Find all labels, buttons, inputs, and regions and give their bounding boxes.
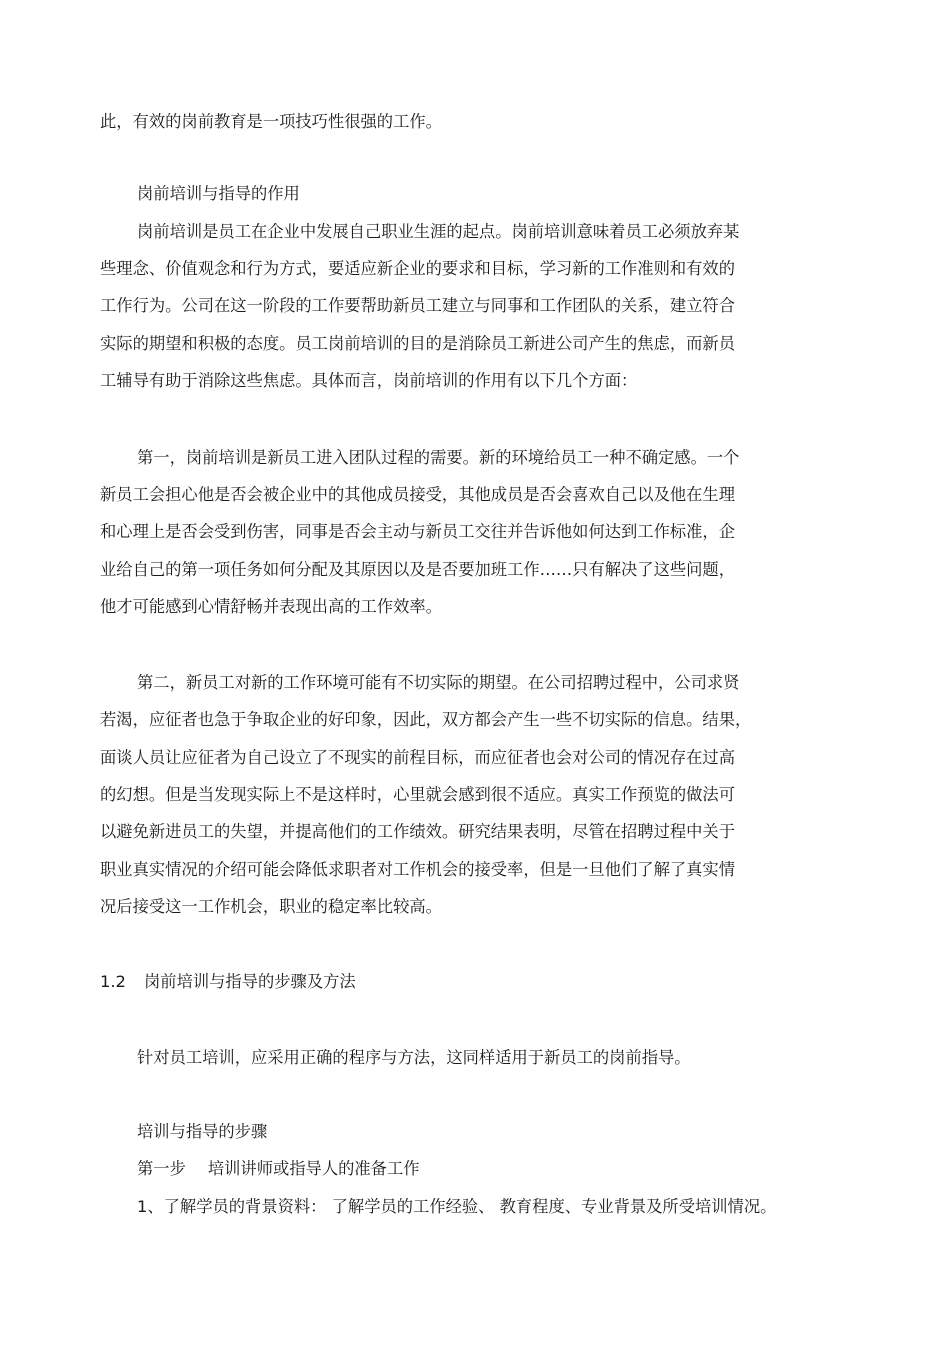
step1-title: 培训讲师或指导人的准备工作 bbox=[207, 1159, 420, 1178]
section-title: 岗前培训与指导的步骤及方法 bbox=[144, 972, 356, 991]
para2-line-1: 第一，岗前培训是新员工进入团队过程的需要。新的环境给员工一种不确定感。一个 bbox=[137, 448, 740, 467]
step1-heading bbox=[137, 1157, 420, 1181]
para3-line-6: 职业真实情况的介绍可能会降低求职者对工作机会的接受率，但是一旦他们了解了真实情 bbox=[100, 860, 735, 879]
para3-line-7: 况后接受这一工作机会，职业的稳定率比较高。 bbox=[100, 897, 442, 916]
intro-continuation: 此，有效的岗前教育是一项技巧性很强的工作。 bbox=[100, 112, 442, 131]
para2-line-2: 新员工会担心他是否会被企业中的其他成员接受，其他成员是否会喜欢自己以及他在生理 bbox=[100, 485, 735, 504]
para2-line-3: 和心理上是否会受到伤害，同事是否会主动与新员工交往并告诉他如何达到工作标准，企 bbox=[100, 522, 735, 541]
para3-line-5: 以避免新进员工的失望，并提高他们的工作绩效。研究结果表明，尽管在招聘过程中关于 bbox=[100, 822, 735, 841]
para3-line-4: 的幻想。但是当发现实际上不是这样时，心里就会感到很不适应。真实工作预览的做法可 bbox=[100, 785, 735, 804]
subheading-steps: 培训与指导的步骤 bbox=[137, 1122, 268, 1141]
para3-line-1: 第二，新员工对新的工作环境可能有不切实际的期望。在公司招聘过程中，公司求贤 bbox=[137, 673, 740, 692]
para2-line-5: 他才可能感到心情舒畅并表现出高的工作效率。 bbox=[100, 597, 442, 616]
section-heading bbox=[100, 970, 356, 994]
para1-line-3: 工作行为。公司在这一阶段的工作要帮助新员工建立与同事和工作团队的关系，建立符合 bbox=[100, 296, 735, 315]
para1-line-5: 工辅导有助于消除这些焦虑。具体而言，岗前培训的作用有以下几个方面： bbox=[100, 371, 638, 390]
para1-line-1: 岗前培训是员工在企业中发展自己职业生涯的起点。岗前培训意味着员工必须放弃某 bbox=[137, 222, 740, 241]
para2-line-4: 业给自己的第一项任务如何分配及其原因以及是否要加班工作……只有解决了这些问题， bbox=[100, 560, 735, 579]
step1-label: 第一步 bbox=[137, 1159, 186, 1178]
item1: 1、了解学员的背景资料： 了解学员的工作经验、 教育程度、专业背景及所受培训情况。 bbox=[137, 1197, 777, 1216]
subheading-role: 岗前培训与指导的作用 bbox=[137, 184, 300, 203]
para3-line-2: 若渴，应征者也急于争取企业的好印象，因此，双方都会产生一些不切实际的信息。结果， bbox=[100, 710, 752, 729]
para1-line-4: 实际的期望和积极的态度。员工岗前培训的目的是消除员工新进公司产生的焦虑，而新员 bbox=[100, 334, 735, 353]
section-number: 1.2 bbox=[100, 972, 126, 991]
para3-line-3: 面谈人员让应征者为自己设立了不现实的前程目标，而应征者也会对公司的情况存在过高 bbox=[100, 748, 735, 767]
para1-line-2: 些理念、价值观念和行为方式，要适应新企业的要求和目标，学习新的工作准则和有效的 bbox=[100, 259, 735, 278]
para4: 针对员工培训，应采用正确的程序与方法，这同样适用于新员工的岗前指导。 bbox=[137, 1048, 691, 1067]
